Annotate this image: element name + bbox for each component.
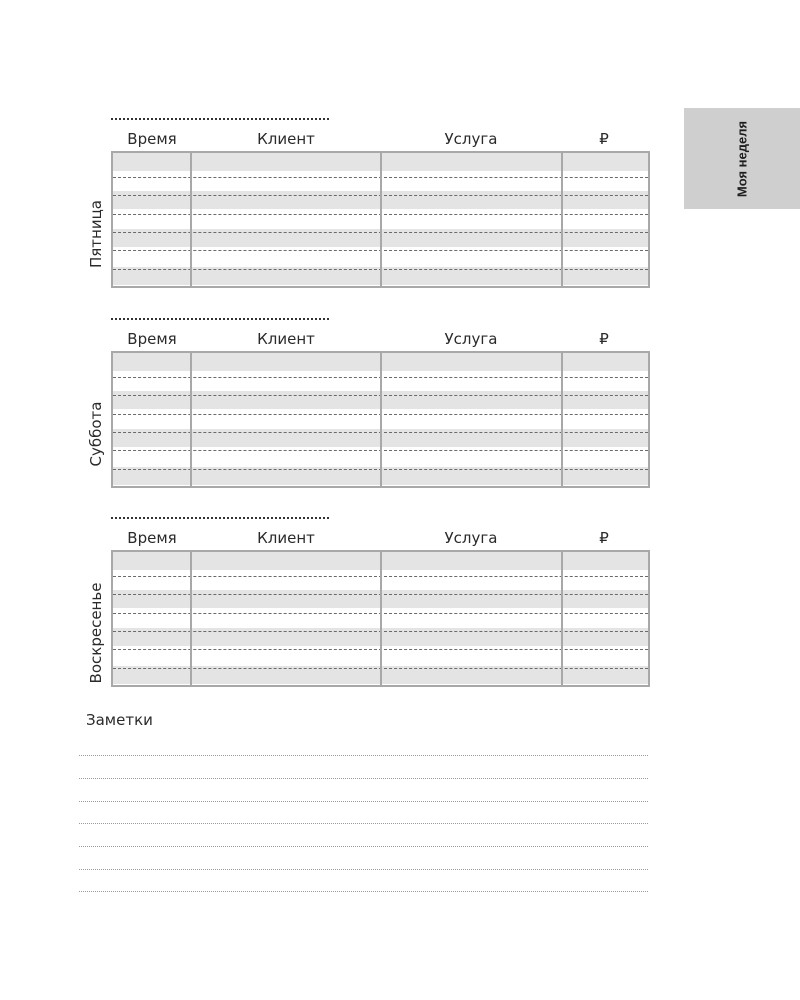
note-line[interactable] — [79, 755, 648, 756]
note-line[interactable] — [79, 869, 648, 870]
schedule-table — [111, 151, 650, 288]
column-header-time: Время — [127, 529, 177, 547]
column-divider — [190, 153, 192, 286]
note-line[interactable] — [79, 846, 648, 847]
date-blank-line — [111, 318, 329, 320]
day-label: Суббота — [87, 401, 105, 467]
day-block-sunday — [0, 517, 800, 707]
date-blank-line — [111, 517, 329, 519]
column-divider — [190, 353, 192, 486]
column-header-service: Услуга — [444, 130, 498, 148]
section-tab-label: Моя неделя — [734, 120, 750, 197]
column-divider — [380, 153, 382, 286]
day-label: Пятница — [87, 200, 105, 268]
column-header-price: ₽ — [599, 330, 609, 348]
column-header-client: Клиент — [257, 130, 315, 148]
note-line[interactable] — [79, 891, 648, 892]
column-divider — [561, 552, 563, 685]
column-header-client: Клиент — [257, 529, 315, 547]
column-header-time: Время — [127, 330, 177, 348]
note-line[interactable] — [79, 778, 648, 779]
column-divider — [380, 353, 382, 486]
column-divider — [561, 353, 563, 486]
column-header-service: Услуга — [444, 330, 498, 348]
day-block-friday — [0, 118, 800, 308]
column-header-client: Клиент — [257, 330, 315, 348]
column-header-time: Время — [127, 130, 177, 148]
schedule-table — [111, 351, 650, 488]
note-line[interactable] — [79, 801, 648, 802]
day-label: Воскресенье — [87, 582, 105, 684]
date-blank-line — [111, 118, 329, 120]
column-divider — [190, 552, 192, 685]
column-header-price: ₽ — [599, 529, 609, 547]
schedule-table — [111, 550, 650, 687]
notes-title: Заметки — [86, 711, 153, 729]
column-divider — [561, 153, 563, 286]
column-divider — [380, 552, 382, 685]
day-block-saturday — [0, 318, 800, 508]
note-line[interactable] — [79, 823, 648, 824]
column-header-price: ₽ — [599, 130, 609, 148]
column-header-service: Услуга — [444, 529, 498, 547]
